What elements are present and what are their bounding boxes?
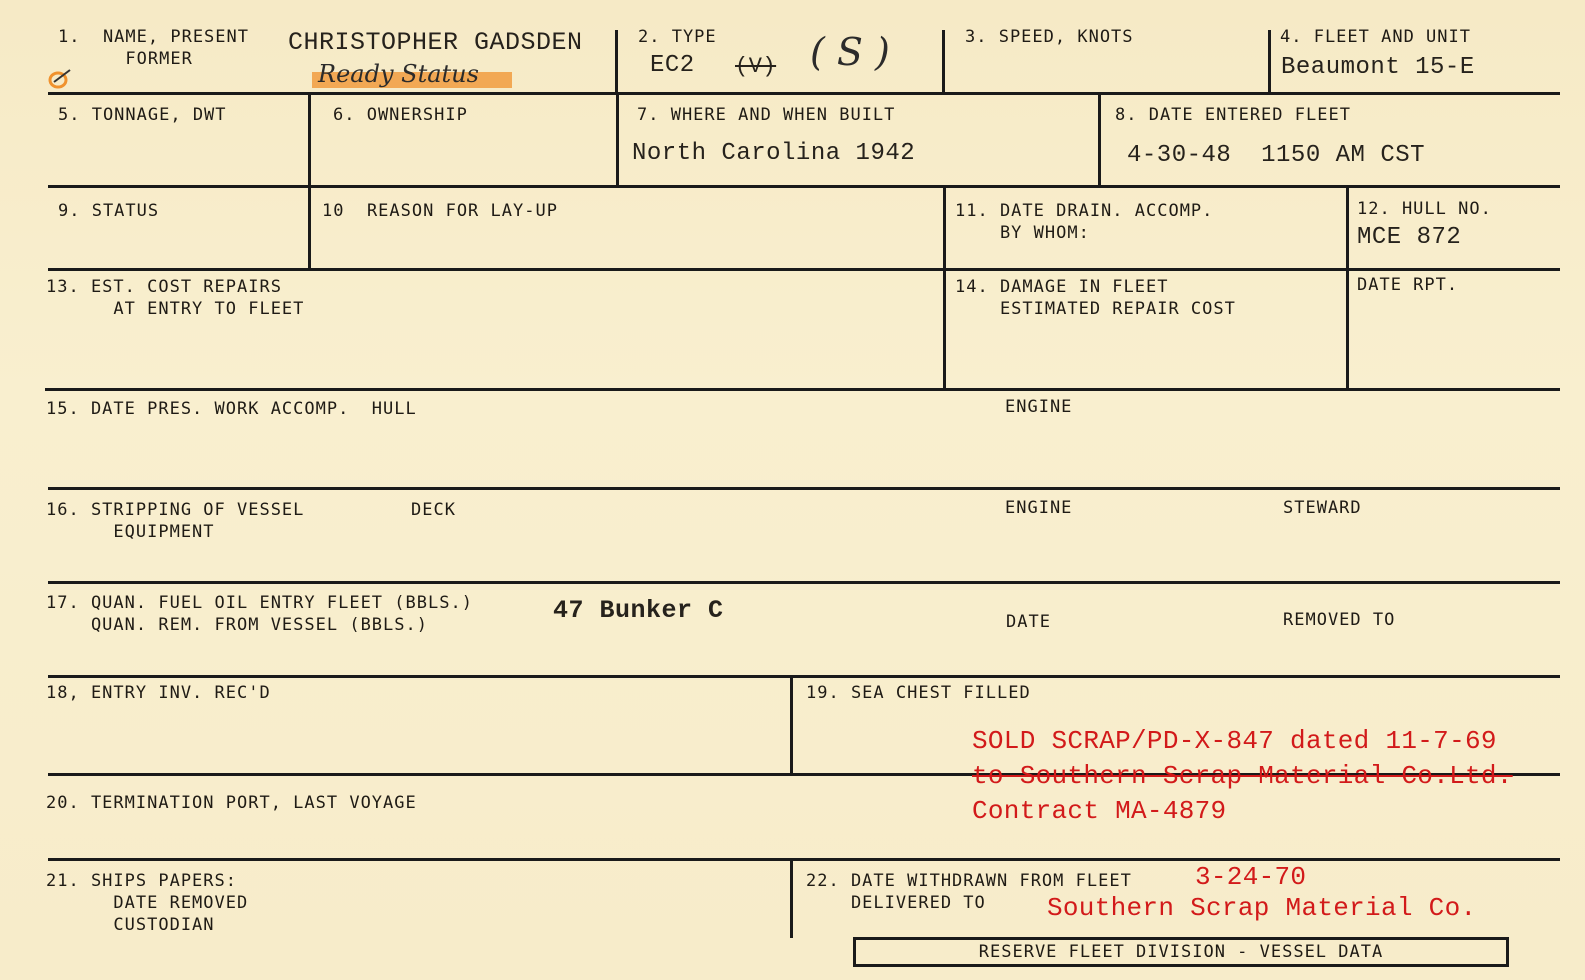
rule-row6: [48, 581, 1560, 584]
hull-no-value: MCE 872: [1357, 224, 1462, 251]
field-status-label: 9. STATUS: [58, 201, 160, 221]
rule-v-hull: [1346, 185, 1349, 390]
date-entered-value: 4-30-48 1150 AM CST: [1127, 142, 1426, 169]
type-handwritten-value: ( S ): [810, 30, 890, 74]
rule-row5: [48, 487, 1560, 490]
rule-v-entered: [1098, 92, 1101, 187]
field-speed-label: 3. SPEED, KNOTS: [965, 27, 1134, 47]
rule-v-seachest: [790, 675, 793, 775]
field-built-label: 7. WHERE AND WHEN BUILT: [637, 105, 896, 125]
type-value: EC2: [650, 52, 695, 79]
fleet-unit-value: Beaumont 15-E: [1281, 54, 1475, 81]
field-cost-label: 13. EST. COST REPAIRS AT ENTRY TO FLEET: [46, 277, 305, 319]
rule-row3: [48, 268, 1560, 271]
field-stripping-label: 16. STRIPPING OF VESSEL EQUIPMENT: [46, 500, 305, 542]
field-name-label: 1. NAME, PRESENT FORMER: [58, 27, 249, 69]
field-drain-label: 11. DATE DRAIN. ACCOMP. BY WHOM:: [955, 201, 1214, 243]
rule-v-type: [615, 30, 618, 94]
field-date-entered-label: 8. DATE ENTERED FLEET: [1115, 105, 1351, 125]
field-damage-label: 14. DAMAGE IN FLEET ESTIMATED REPAIR COST: [955, 277, 1236, 319]
field-fuel-date-label: DATE: [1006, 612, 1051, 632]
rule-row4: [45, 388, 1560, 391]
rule-row1: [48, 92, 1560, 95]
sold-scrap-line2: to Southern Scrap Material Co.Ltd.: [972, 761, 1513, 791]
rule-v-drain: [943, 185, 946, 390]
field-sea-chest-label: 19. SEA CHEST FILLED: [806, 683, 1031, 703]
field-fleet-label: 4. FLEET AND UNIT: [1280, 27, 1471, 47]
former-handwritten-value: Ready Status: [318, 60, 479, 88]
check-mark-icon: [48, 66, 72, 90]
rule-row2: [48, 185, 1560, 188]
field-hull-label: 12. HULL NO.: [1357, 199, 1492, 219]
rule-row9: [48, 858, 1560, 861]
sold-scrap-line1: SOLD SCRAP/PD-X-847 dated 11-7-69: [972, 726, 1497, 756]
rule-v-withdrawn: [790, 858, 793, 938]
vessel-name-value: CHRISTOPHER GADSDEN: [288, 28, 583, 57]
footer-title: RESERVE FLEET DIVISION - VESSEL DATA: [853, 937, 1509, 967]
field-fuel-oil-label: 17. QUAN. FUEL OIL ENTRY FLEET (BBLS.) QUAN. REM. FROM VESSEL (BBLS.): [46, 593, 473, 635]
field-reason-label: 10 REASON FOR LAY-UP: [322, 201, 558, 221]
field-deck-label: DECK: [411, 500, 456, 520]
withdrawn-date-value: 3-24-70: [1195, 862, 1307, 892]
rule-v-tonnage: [308, 92, 311, 270]
field-ships-papers-label: 21. SHIPS PAPERS: DATE REMOVED CUSTODIAN: [46, 871, 249, 935]
field-pres-work-label: 15. DATE PRES. WORK ACCOMP. HULL: [46, 399, 417, 419]
field-entry-inv-label: 18, ENTRY INV. REC'D: [46, 683, 271, 703]
field-pres-engine-label: ENGINE: [1005, 397, 1073, 417]
sold-scrap-line3: Contract MA-4879: [972, 796, 1227, 826]
rule-v-built: [616, 92, 619, 187]
field-type-label: 2. TYPE: [638, 27, 717, 47]
type-struck-value: (V): [735, 54, 777, 79]
where-built-value: North Carolina 1942: [632, 140, 916, 167]
field-date-rpt-label: DATE RPT.: [1357, 275, 1459, 295]
rule-v-fleet: [1268, 30, 1271, 94]
field-ownership-label: 6. OWNERSHIP: [333, 105, 468, 125]
field-tonnage-label: 5. TONNAGE, DWT: [58, 105, 227, 125]
field-withdrawn-label: 22. DATE WITHDRAWN FROM FLEET DELIVERED TO: [806, 871, 1132, 913]
fuel-oil-value: 47 Bunker C: [553, 596, 724, 625]
field-strip-engine-label: ENGINE: [1005, 498, 1073, 518]
rule-row7: [48, 675, 1560, 678]
field-steward-label: STEWARD: [1283, 498, 1362, 518]
delivered-to-value: Southern Scrap Material Co.: [1047, 893, 1477, 923]
field-removed-to-label: REMOVED TO: [1283, 610, 1396, 630]
rule-v-speed: [942, 30, 945, 94]
field-termination-label: 20. TERMINATION PORT, LAST VOYAGE: [46, 793, 417, 813]
